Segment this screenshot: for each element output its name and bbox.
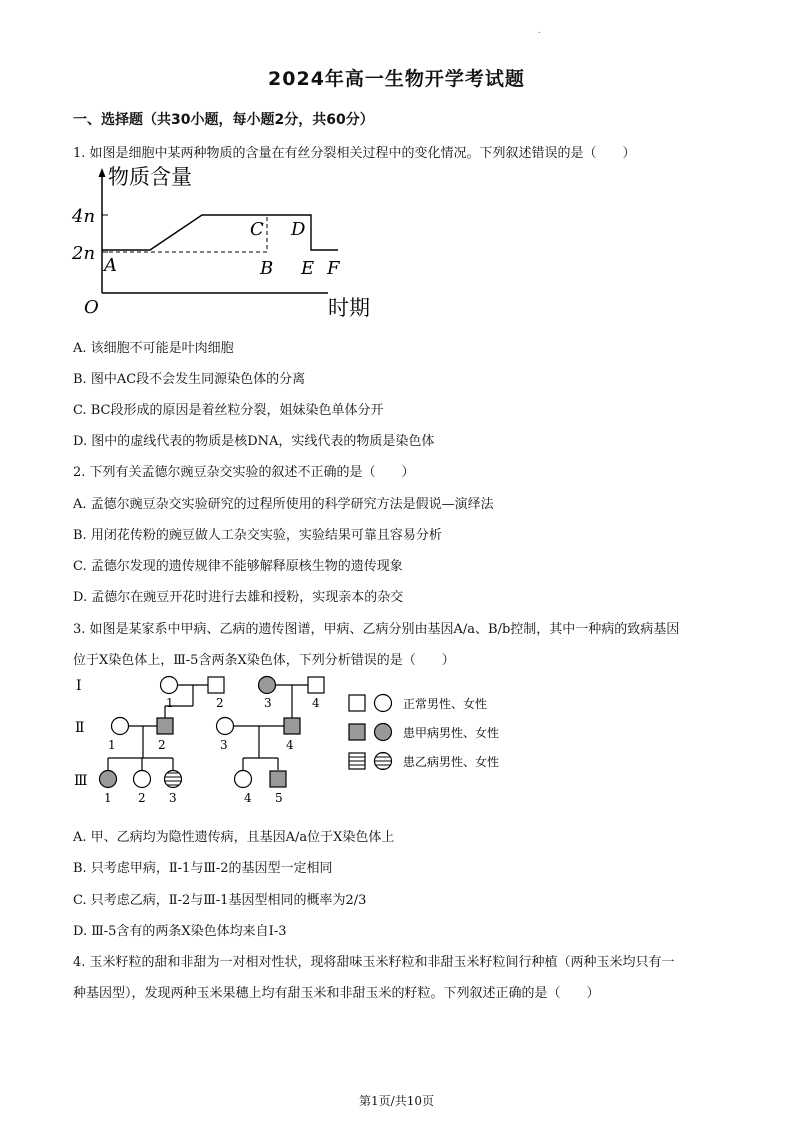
q4-stem-line1: 4. 玉米籽粒的甜和非甜为一对相对性状，现将甜味玉米籽粒和非甜玉米籽粒间行种植（两种玉米均只有一 — [73, 955, 675, 970]
III-5-number: 5 — [275, 791, 283, 805]
tick-2n: 2n — [72, 243, 96, 264]
section-heading: 一、选择题（共30小题，每小题2分，共60分） — [73, 112, 374, 128]
III-2-number: 2 — [138, 791, 146, 805]
legend-male-normal — [349, 695, 365, 711]
II-1-number: 1 — [108, 738, 116, 752]
III-5-male-affected-a — [270, 771, 286, 787]
legend-female-affected-b — [375, 753, 392, 770]
I-1-number: 1 — [166, 696, 174, 710]
gen-label-1: Ⅰ — [76, 678, 82, 694]
q2-option-b: B. 用闭花传粉的豌豆做人工杂交实验，实验结果可靠且容易分析 — [73, 528, 442, 543]
legend-male-affected-b — [349, 753, 365, 769]
q3-option-b: B. 只考虑甲病，Ⅱ-1与Ⅲ-2的基因型一定相同 — [73, 861, 333, 876]
point-C: C — [250, 219, 264, 240]
legend-female-normal — [375, 695, 392, 712]
q1-stem: 1. 如图是细胞中某两种物质的含量在有丝分裂相关过程中的变化情况。下列叙述错误的是（ ） — [73, 146, 636, 161]
graph-xlabel: 时期 — [328, 296, 370, 320]
q2-option-c: C. 孟德尔发现的遗传规律不能够解释原核生物的遗传现象 — [73, 559, 403, 574]
I-2-number: 2 — [216, 696, 224, 710]
I-4-number: 4 — [312, 696, 320, 710]
III-3-number: 3 — [169, 791, 177, 805]
q1-option-a: A. 该细胞不可能是叶肉细胞 — [73, 341, 234, 356]
q2-option-d: D. 孟德尔在豌豆开花时进行去雄和授粉，实现亲本的杂交 — [73, 590, 404, 605]
II-1-female-normal — [112, 718, 129, 735]
I-2-male-normal — [208, 677, 224, 693]
q1-option-d: D. 图中的虚线代表的物质是核DNA，实线代表的物质是染色体 — [73, 434, 435, 449]
q3-option-c: C. 只考虑乙病，Ⅱ-2与Ⅲ-1基因型相同的概率为2/3 — [73, 893, 367, 908]
q3-stem-line2: 位于X染色体上，Ⅲ-5含两条X染色体，下列分析错误的是（ ） — [73, 653, 455, 668]
q1-option-b: B. 图中AC段不会发生同源染色体的分离 — [73, 372, 306, 387]
gen-label-2: Ⅱ — [75, 720, 85, 736]
graph-ylabel: 物质含量 — [108, 165, 192, 189]
legend-b-text: 患乙病男性、女性 — [403, 755, 500, 769]
II-2-number: 2 — [158, 738, 166, 752]
q3-option-a: A. 甲、乙病均为隐性遗传病，且基因A/a位于X染色体上 — [73, 830, 395, 845]
point-B: B — [260, 258, 274, 279]
II-2-male-affected-a — [157, 718, 173, 734]
q4-stem-line2: 种基因型），发现两种玉米果穗上均有甜玉米和非甜玉米的籽粒。下列叙述正确的是（ ） — [73, 986, 600, 1001]
point-D: D — [291, 219, 306, 240]
pedigree-chart — [70, 668, 530, 810]
I-3-number: 3 — [264, 696, 272, 710]
point-E: E — [301, 258, 315, 279]
II-3-number: 3 — [220, 738, 228, 752]
point-F: F — [327, 258, 340, 279]
legend-a-text: 患甲病男性、女性 — [403, 726, 500, 740]
q3-stem-line1: 3. 如图是某家系中甲病、乙病的遗传图谱，甲病、乙病分别由基因A/a、B/b控制，其中一种病的致病基因 — [73, 622, 680, 637]
legend-normal-text: 正常男性、女性 — [403, 697, 488, 711]
q1-graph — [70, 160, 380, 325]
point-A: A — [104, 255, 117, 276]
legend-female-affected-a — [375, 724, 392, 741]
III-4-number: 4 — [244, 791, 252, 805]
q1-option-c: C. BC段形成的原因是着丝粒分裂，姐妹染色单体分开 — [73, 403, 384, 418]
III-1-number: 1 — [104, 791, 112, 805]
III-1-female-affected-a — [100, 771, 117, 788]
gen-label-3: Ⅲ — [74, 773, 88, 789]
II-4-male-affected-a — [284, 718, 300, 734]
exam-title: 2024年高一生物开学考试题 — [268, 68, 525, 90]
page-footer: 第1页/共10页 — [359, 1094, 434, 1108]
q2-option-a: A. 孟德尔豌豆杂交实验研究的过程所使用的科学研究方法是假说—演绎法 — [73, 497, 494, 512]
legend-male-affected-a — [349, 724, 365, 740]
tick-4n: 4n — [72, 206, 96, 227]
III-4-female-normal — [235, 771, 252, 788]
page-mark: . — [538, 26, 541, 35]
II-4-number: 4 — [286, 738, 294, 752]
I-3-female-affected-a — [259, 677, 276, 694]
I-1-female-normal — [161, 677, 178, 694]
II-3-female-normal — [217, 718, 234, 735]
q3-option-d: D. Ⅲ-5含有的两条X染色体均来自I-3 — [73, 924, 287, 939]
III-3-female-affected-b — [165, 771, 182, 788]
q2-stem: 2. 下列有关孟德尔豌豆杂交实验的叙述不正确的是（ ） — [73, 465, 415, 480]
graph-origin: O — [84, 297, 99, 318]
III-2-female-normal — [134, 771, 151, 788]
I-4-male-normal — [308, 677, 324, 693]
